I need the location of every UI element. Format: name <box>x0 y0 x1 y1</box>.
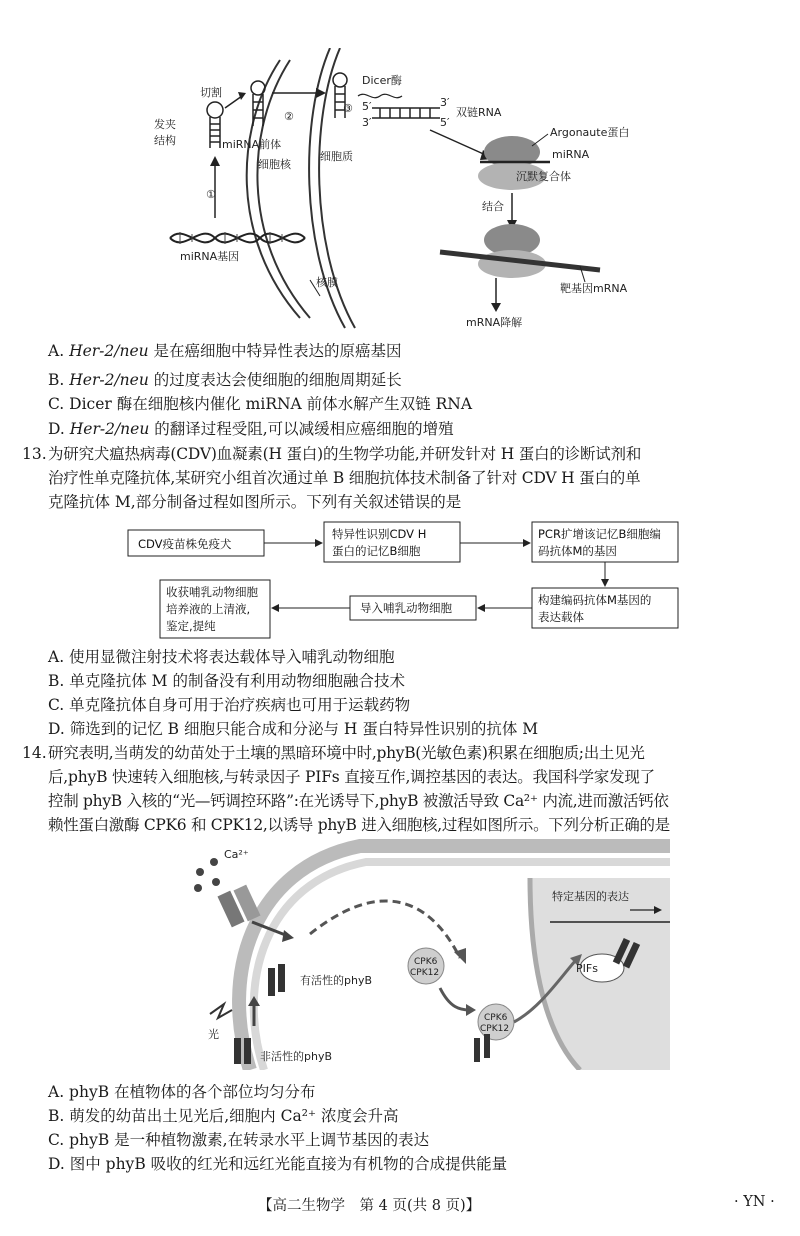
active-phyb <box>268 964 285 996</box>
pifs-label: PIFs <box>576 962 598 975</box>
hairpin-label-1: 发夹 <box>154 118 176 131</box>
q14-stem-line-3: 控制 phyB 入核的“光—钙调控环路”:在光诱导下,phyB 被激活导致 Ca²⁺ 内流,进而激活钙依 <box>48 792 669 810</box>
q13-stem-line-3: 克隆抗体 M,部分制备过程如图所示。下列有关叙述错误的是 <box>48 493 462 511</box>
complex-on-target <box>440 224 600 278</box>
q13-option-b: B. 单克隆抗体 M 的制备没有利用动物细胞融合技术 <box>48 672 405 690</box>
mirna-gene-dna <box>170 232 305 244</box>
svg-text:CPK12: CPK12 <box>410 968 440 978</box>
svg-text:收获哺乳动物细胞: 收获哺乳动物细胞 <box>166 585 258 599</box>
antibody-flowchart <box>120 518 680 642</box>
svg-text:鉴定,提纯: 鉴定,提纯 <box>166 619 216 633</box>
argonaute-label: Argonaute蛋白 <box>550 126 630 139</box>
light-label: 光 <box>208 1028 219 1041</box>
q12-option-d: D. Her-2/neu 的翻译过程受阻,可以减缓相应癌细胞的增殖 <box>48 420 454 438</box>
q13-option-d: D. 筛选到的记忆 B 细胞只能合成和分泌与 H 蛋白特异性识别的抗体 M <box>48 720 539 738</box>
cpk-complex-2 <box>474 1004 514 1062</box>
silencing-label: 沉默复合体 <box>516 170 571 183</box>
cpk-complex-1 <box>408 948 444 984</box>
svg-text:培养液的上清液,: 培养液的上清液, <box>166 602 251 616</box>
svg-text:CPK6: CPK6 <box>414 957 438 967</box>
svg-text:3′: 3′ <box>440 96 450 109</box>
phyb-figure <box>180 838 670 1070</box>
calcium-label: Ca²⁺ <box>224 848 249 861</box>
svg-text:CDV疫苗株免疫犬: CDV疫苗株免疫犬 <box>138 537 232 551</box>
cut-label: 切割 <box>200 86 222 99</box>
q12-option-a: A. Her-2/neu 是在癌细胞中特异性表达的原癌基因 <box>48 342 402 360</box>
q14-option-a: A. phyB 在植物体的各个部位均匀分布 <box>48 1083 316 1101</box>
bind-label: 结合 <box>482 200 504 213</box>
svg-text:表达载体: 表达载体 <box>538 610 584 624</box>
precursor-label: miRNA前体 <box>222 138 282 151</box>
svg-text:蛋白的记忆B细胞: 蛋白的记忆B细胞 <box>332 544 421 558</box>
step-2-label: ② <box>284 110 294 123</box>
svg-text:CPK12: CPK12 <box>480 1024 510 1034</box>
specific-gene-label: 特定基因的表达 <box>552 890 629 903</box>
dicer-label: Dicer酶 <box>362 74 402 87</box>
svg-text:5′: 5′ <box>440 116 450 129</box>
q14-option-c: C. phyB 是一种植物激素,在转录水平上调节基因的表达 <box>48 1131 430 1149</box>
gene-label: miRNA基因 <box>180 250 240 263</box>
q13-option-a: A. 使用显微注射技术将表达载体导入哺乳动物细胞 <box>48 648 395 666</box>
calcium-ions <box>194 858 220 892</box>
q12-option-c: C. Dicer 酶在细胞核内催化 miRNA 前体水解产生双链 RNA <box>48 395 473 413</box>
q13-option-c: C. 单克隆抗体自身可用于治疗疾病也可用于运载药物 <box>48 696 411 714</box>
hairpin-structure <box>207 102 223 148</box>
svg-text:码抗体M的基因: 码抗体M的基因 <box>538 544 617 558</box>
cytoplasm-label: 细胞质 <box>320 150 353 163</box>
q13-stem-line-2: 治疗性单克隆抗体,某研究小组首次通过单 B 细胞抗体技术制备了针对 CDV H 蛋白的单 <box>48 469 641 487</box>
q14-stem-line-2: 后,phyB 快速转入细胞核,与转录因子 PIFs 直接互作,调控基因的表达。我国科学家发现了 <box>48 768 655 786</box>
hairpin-label-2: 结构 <box>154 134 176 147</box>
q14-option-d: D. 图中 phyB 吸收的红光和远红光能直接为有机物的合成提供能量 <box>48 1155 508 1173</box>
svg-text:特异性识别CDV H: 特异性识别CDV H <box>332 527 427 541</box>
footer-code: · YN · <box>734 1194 775 1210</box>
q14-number: 14. <box>22 744 47 762</box>
nuclear-membrane-inner <box>257 60 310 318</box>
membrane-label: 核膜 <box>316 276 338 289</box>
step-3-label: ③ <box>343 102 353 115</box>
degrade-label: mRNA降解 <box>466 316 523 329</box>
svg-text:导入哺乳动物细胞: 导入哺乳动物细胞 <box>360 601 452 615</box>
nucleus-label: 细胞核 <box>258 158 291 171</box>
svg-text:5′: 5′ <box>362 100 372 113</box>
dsrna-label: 双链RNA <box>456 106 502 119</box>
active-phyb-label: 有活性的phyB <box>300 974 373 987</box>
q14-stem-line-1: 研究表明,当萌发的幼苗处于土壤的黑暗环境中时,phyB(光敏色素)积累在细胞质;出土见光 <box>48 744 645 762</box>
target-mrna-label: 靶基因mRNA <box>560 282 628 295</box>
q13-stem-line-1: 为研究犬瘟热病毒(CDV)血凝素(H 蛋白)的生物学功能,并研发针对 H 蛋白的诊断试剂和 <box>48 445 642 463</box>
svg-text:CPK6: CPK6 <box>484 1013 508 1023</box>
inactive-phyb-label: 非活性的phyB <box>260 1050 333 1063</box>
svg-text:构建编码抗体M基因的: 构建编码抗体M基因的 <box>538 593 652 607</box>
mirna-pathway-figure <box>140 48 680 330</box>
svg-text:3′: 3′ <box>362 116 372 129</box>
q13-number: 13. <box>22 445 47 463</box>
nuclear-membrane-outer <box>247 60 300 318</box>
q14-stem-line-4: 赖性蛋白激酶 CPK6 和 CPK12,以诱导 phyB 进入细胞核,过程如图所示。下列分析正确的是 <box>48 816 670 834</box>
q12-option-b: B. Her-2/neu 的过度表达会使细胞的细胞周期延长 <box>48 371 402 389</box>
mirna-label: miRNA <box>552 148 590 161</box>
svg-text:PCR扩增该记忆B细胞编: PCR扩增该记忆B细胞编 <box>538 527 661 541</box>
double-strand-rna <box>372 108 440 118</box>
page-footer: 【高二生物学 第 4 页(共 8 页)】 <box>258 1198 481 1214</box>
q14-option-b: B. 萌发的幼苗出土见光后,细胞内 Ca²⁺ 浓度会升高 <box>48 1107 399 1125</box>
step-1-label: ① <box>206 188 216 201</box>
